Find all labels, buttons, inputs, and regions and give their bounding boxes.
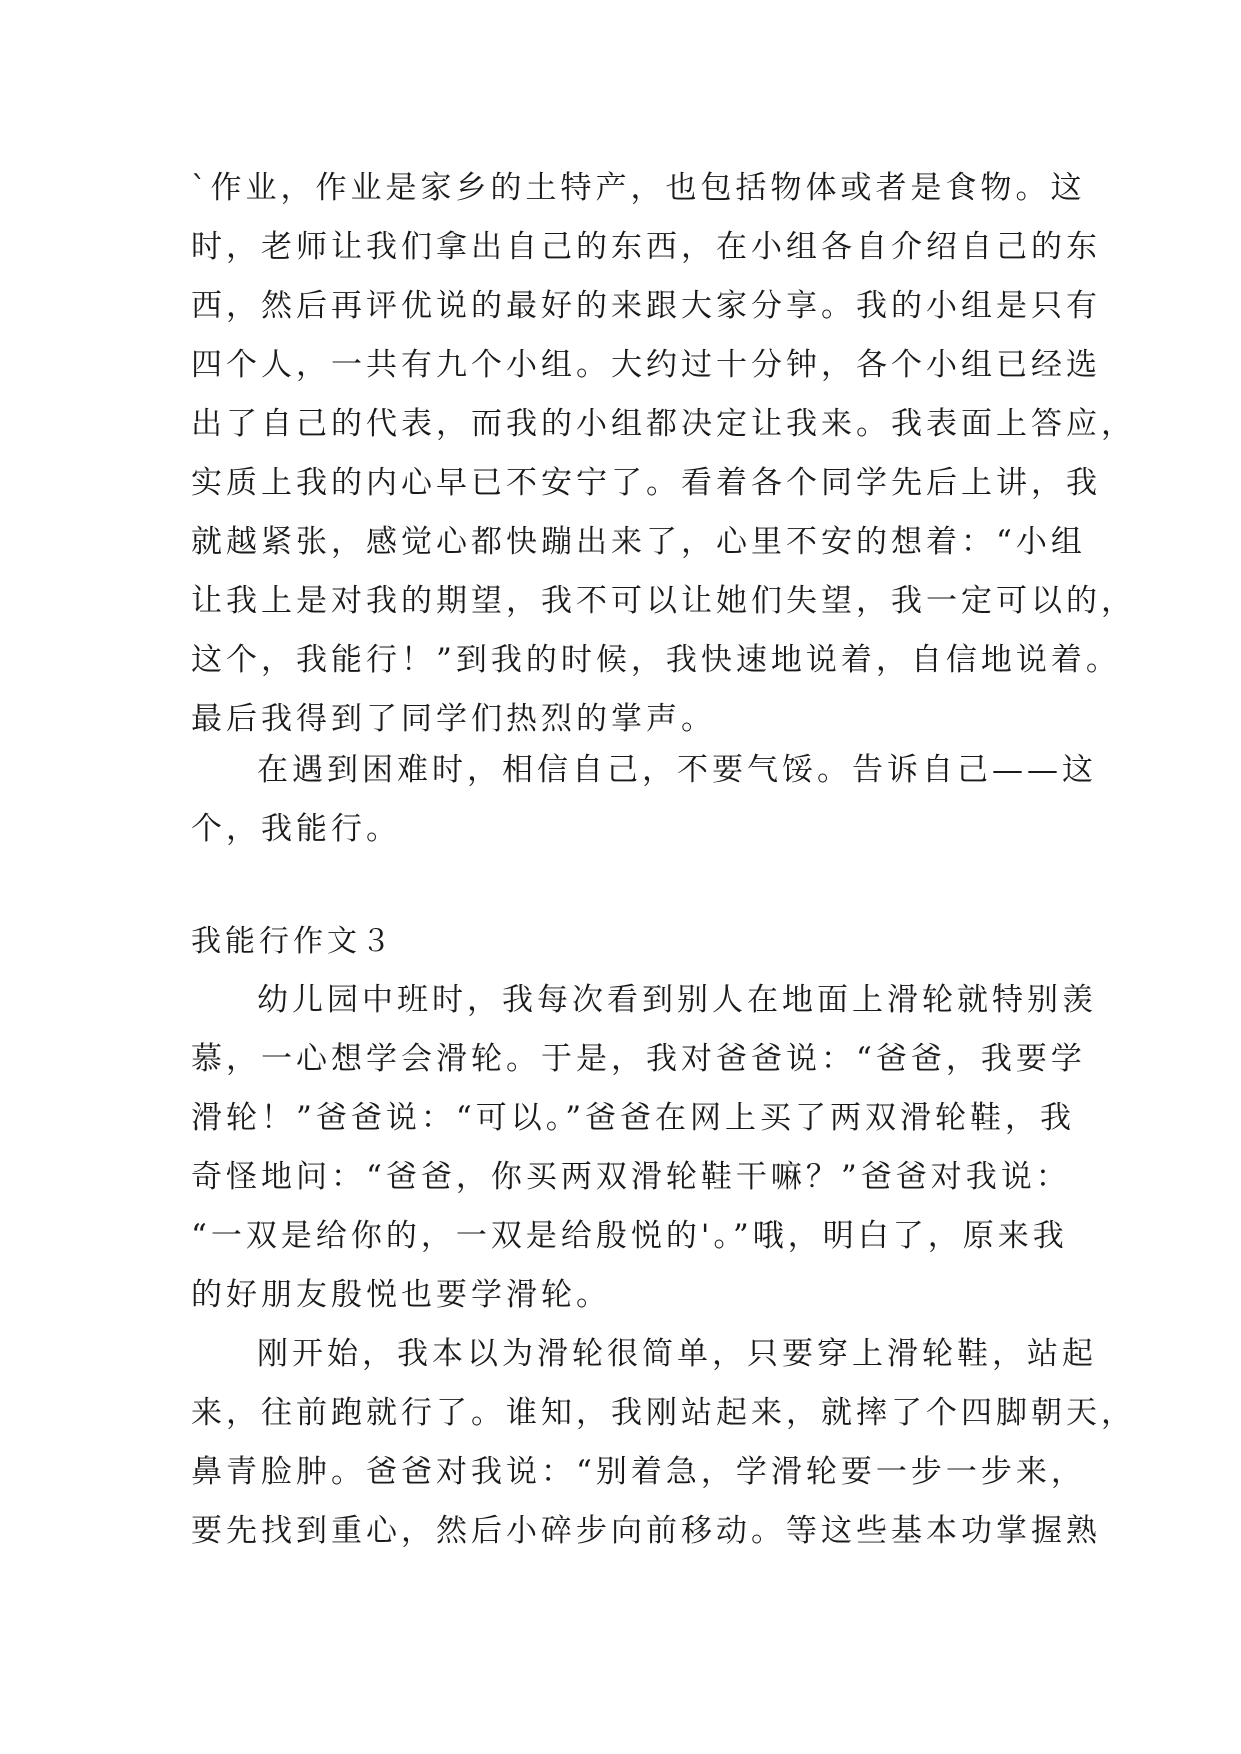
paragraph-line: 刚开始，我本以为滑轮很简单，只要穿上滑轮鞋，站起 [257,1336,1097,1372]
paragraph-line: 这个，我能行！”到我的时候，我快速地说着，自信地说着。 [191,642,1121,678]
section-heading: 我能行作文３ [191,924,395,959]
paragraph-line: 个，我能行。 [191,811,401,847]
paragraph-line: 奇怪地问：“爸爸，你买两双滑轮鞋干嘛？”爸爸对我说： [191,1159,1071,1195]
paragraph-line: 幼儿园中班时，我每次看到别人在地面上滑轮就特别羡 [257,982,1097,1018]
paragraph-line: 就越紧张，感觉心都快蹦出来了，心里不安的想着：“小组 [191,524,1086,560]
paragraph-line: 时，老师让我们拿出自己的东西，在小组各自介绍自己的东 [191,229,1101,265]
paragraph-line: `作业，作业是家乡的土特产，也包括物体或者是食物。这 [191,170,1086,206]
paragraph-line: 最后我得到了同学们热烈的掌声。 [191,701,716,737]
paragraph-line: 要先找到重心，然后小碎步向前移动。等这些基本功掌握熟 [191,1513,1101,1549]
paragraph-skating-intro [191,971,1097,1325]
paragraph-line: 滑轮！”爸爸说：“可以。”爸爸在网上买了两双滑轮鞋，我 [191,1100,1076,1136]
paragraph-skating-start [191,1325,1136,1561]
paragraph-line: “一双是给你的，一双是给殷悦的'。”哦，明白了，原来我 [191,1218,1068,1254]
paragraph-line: 西，然后再评优说的最好的来跟大家分享。我的小组是只有 [191,288,1101,324]
paragraph-line: 慕，一心想学会滑轮。于是，我对爸爸说：“爸爸，我要学 [191,1041,1086,1077]
paragraph-line: 的好朋友殷悦也要学滑轮。 [191,1277,611,1313]
paragraph-line: 实质上我的内心早已不安宁了。看着各个同学先后上讲，我 [191,465,1101,501]
paragraph-line: 四个人，一共有九个小组。大约过十分钟，各个小组已经选 [191,347,1101,383]
paragraph-conclusion [191,741,1097,859]
paragraph-line: 让我上是对我的期望，我不可以让她们失望，我一定可以的， [191,583,1136,619]
paragraph-line: 来，往前跑就行了。谁知，我刚站起来，就摔了个四脚朝天， [191,1395,1136,1431]
paragraph-line: 在遇到困难时，相信自己，不要气馁。告诉自己——这 [257,752,1097,788]
paragraph-line: 鼻青脸肿。爸爸对我说：“别着急，学滑轮要一步一步来， [191,1454,1086,1490]
paragraph-presentation-story [191,159,1136,749]
paragraph-line: 出了自己的代表，而我的小组都决定让我来。我表面上答应， [191,406,1136,442]
